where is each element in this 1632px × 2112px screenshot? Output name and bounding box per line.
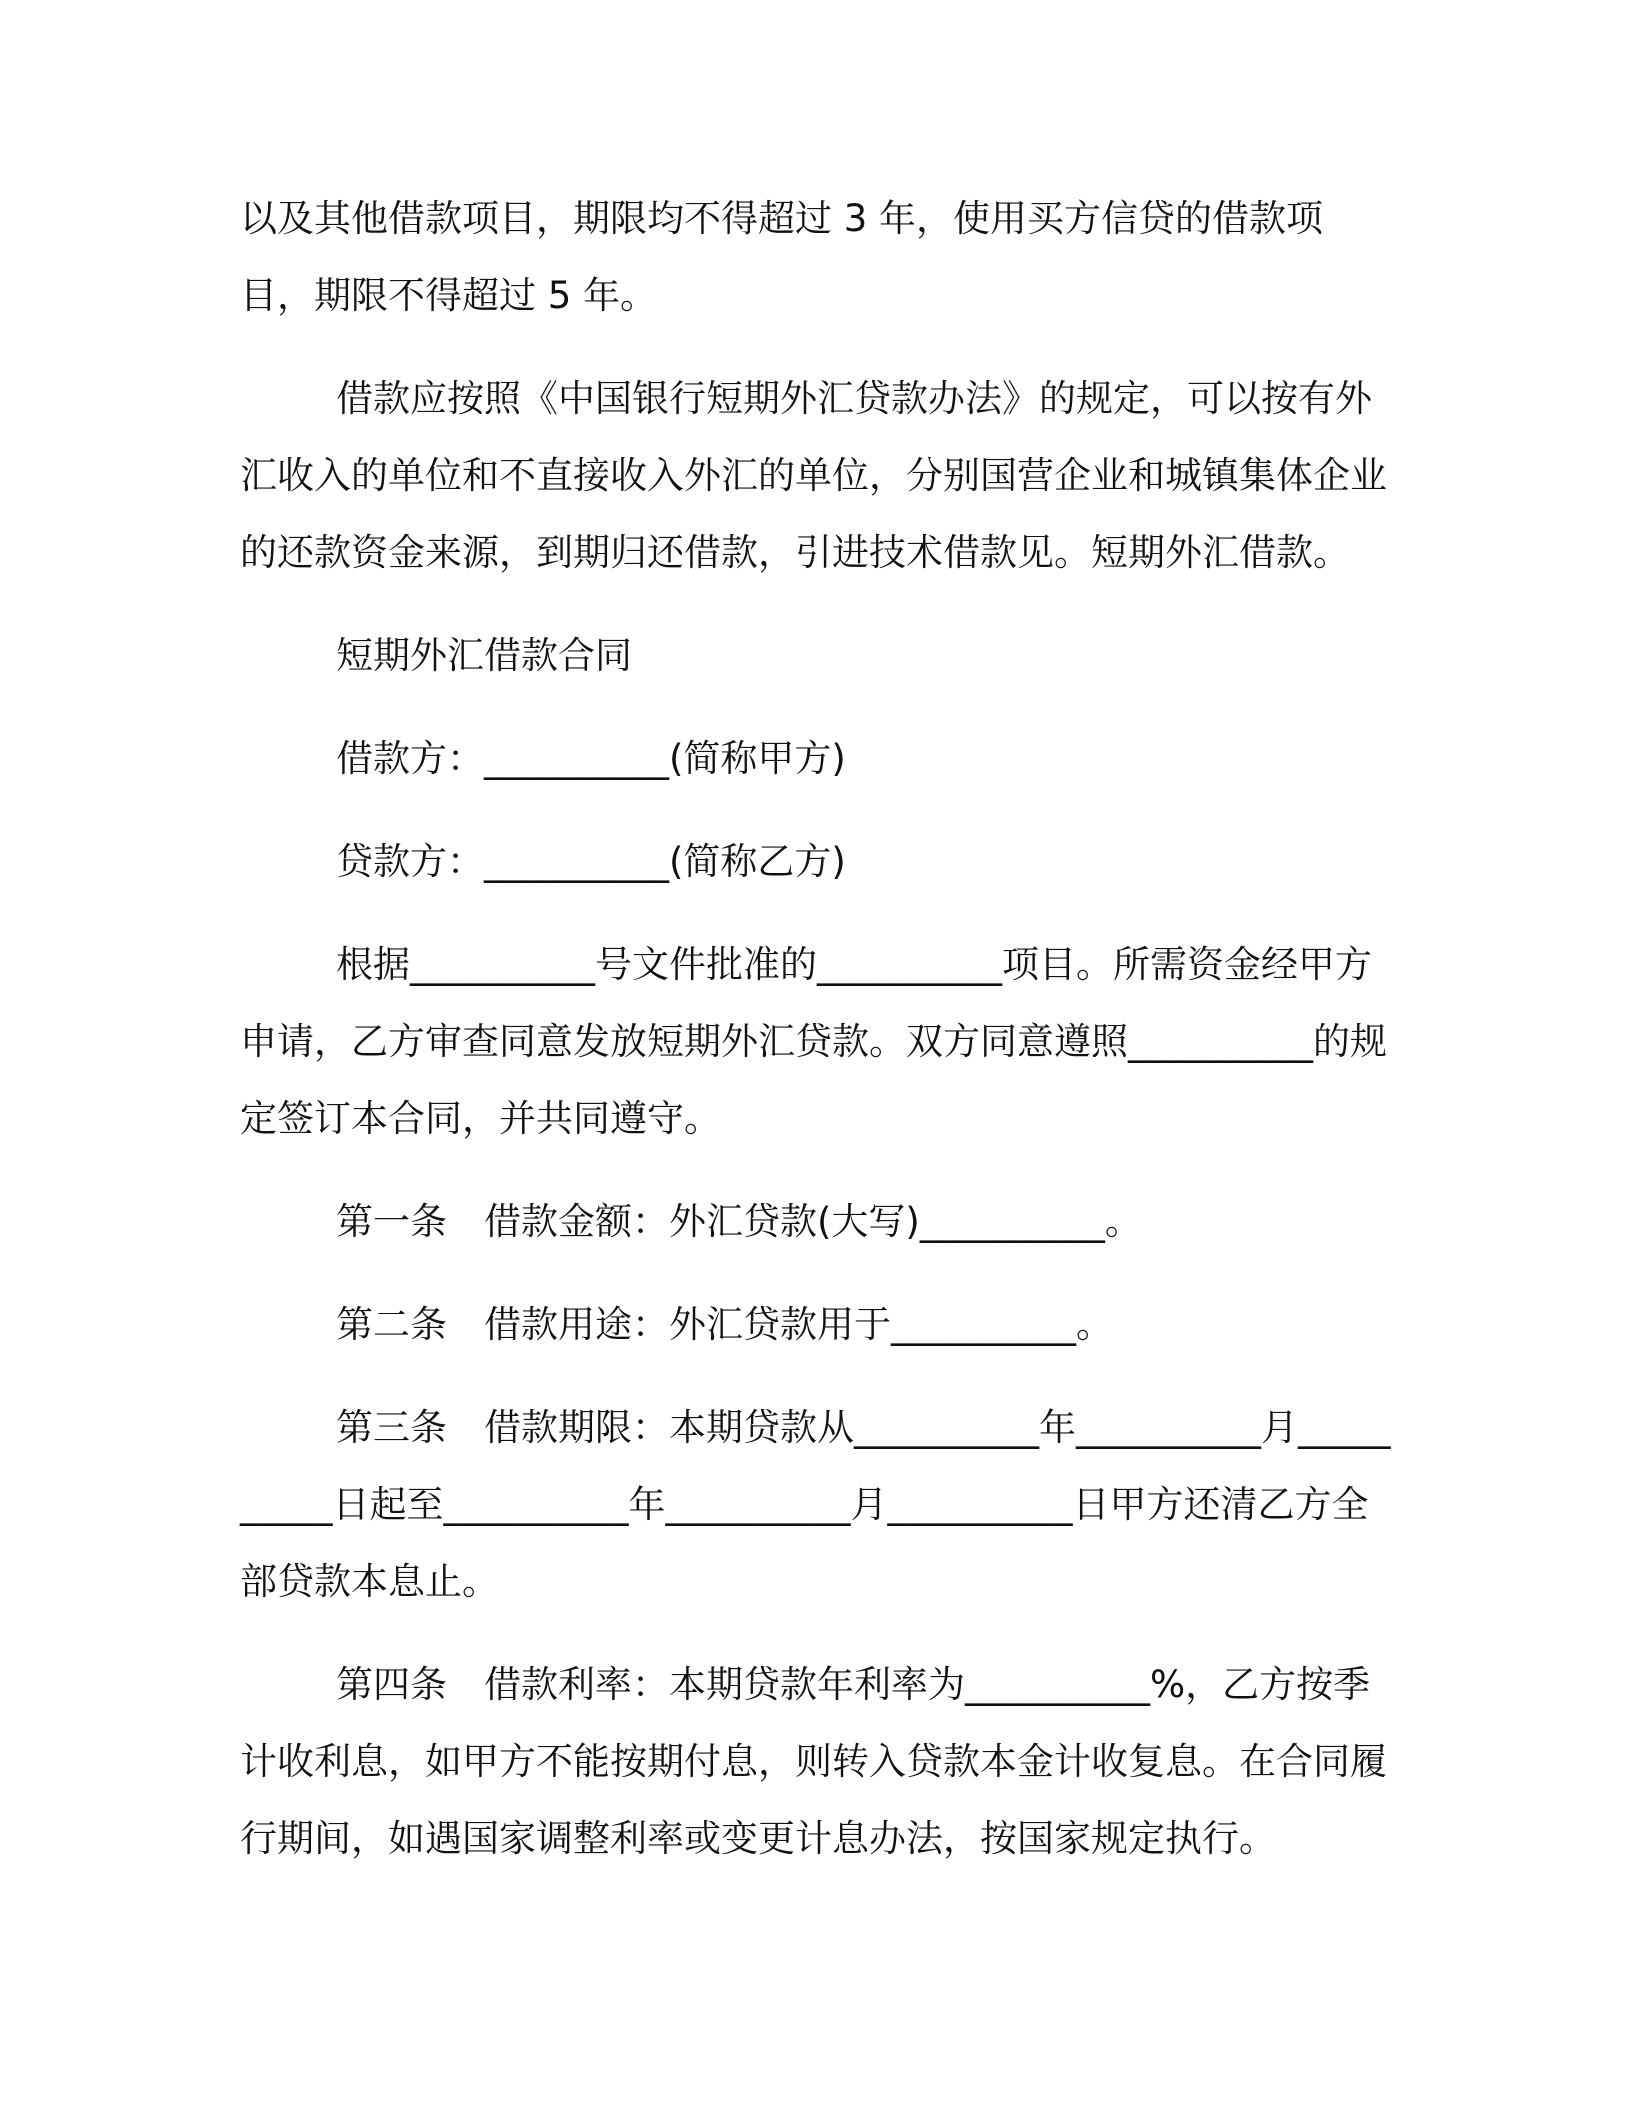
borrower-line: 借款方：__________(简称甲方) — [336, 737, 846, 780]
document-page — [240, 180, 1392, 1877]
article-2-purpose: 第二条 借款用途：外汇贷款用于__________。 — [336, 1303, 1113, 1346]
contract-title: 短期外汇借款合同 — [336, 634, 632, 677]
article-3-term: 第三条 借款期限：本期贷款从__________年__________月__________日起至__________年__________月__________日甲方还清乙方全部贷款本息止。 — [240, 1406, 1391, 1603]
article-4-interest: 第四条 借款利率：本期贷款年利率为__________%，乙方按季计收利息，如甲方不能按期付息，则转入贷款本金计收复息。在合同履行期间，如遇国家调整利率或变更计息办法，按国家规定执行。 — [240, 1663, 1387, 1860]
paragraph-loan-term-limits: 以及其他借款项目，期限均不得超过 3 年，使用买方信贷的借款项目，期限不得超过 5 年。 — [240, 197, 1324, 317]
article-1-amount: 第一条 借款金额：外汇贷款(大写)__________。 — [336, 1200, 1142, 1243]
lender-line: 贷款方：__________(简称乙方) — [336, 840, 846, 883]
paragraph-contract-basis: 根据__________号文件批准的__________项目。所需资金经甲方申请，乙方审查同意发放短期外汇贷款。双方同意遵照__________的规定签订本合同，并共同遵守。 — [240, 943, 1387, 1140]
paragraph-repayment-rules: 借款应按照《中国银行短期外汇贷款办法》的规定，可以按有外汇收入的单位和不直接收入外汇的单位，分别国营企业和城镇集体企业的还款资金来源，到期归还借款，引进技术借款见。短期外汇借款。 — [240, 377, 1387, 574]
